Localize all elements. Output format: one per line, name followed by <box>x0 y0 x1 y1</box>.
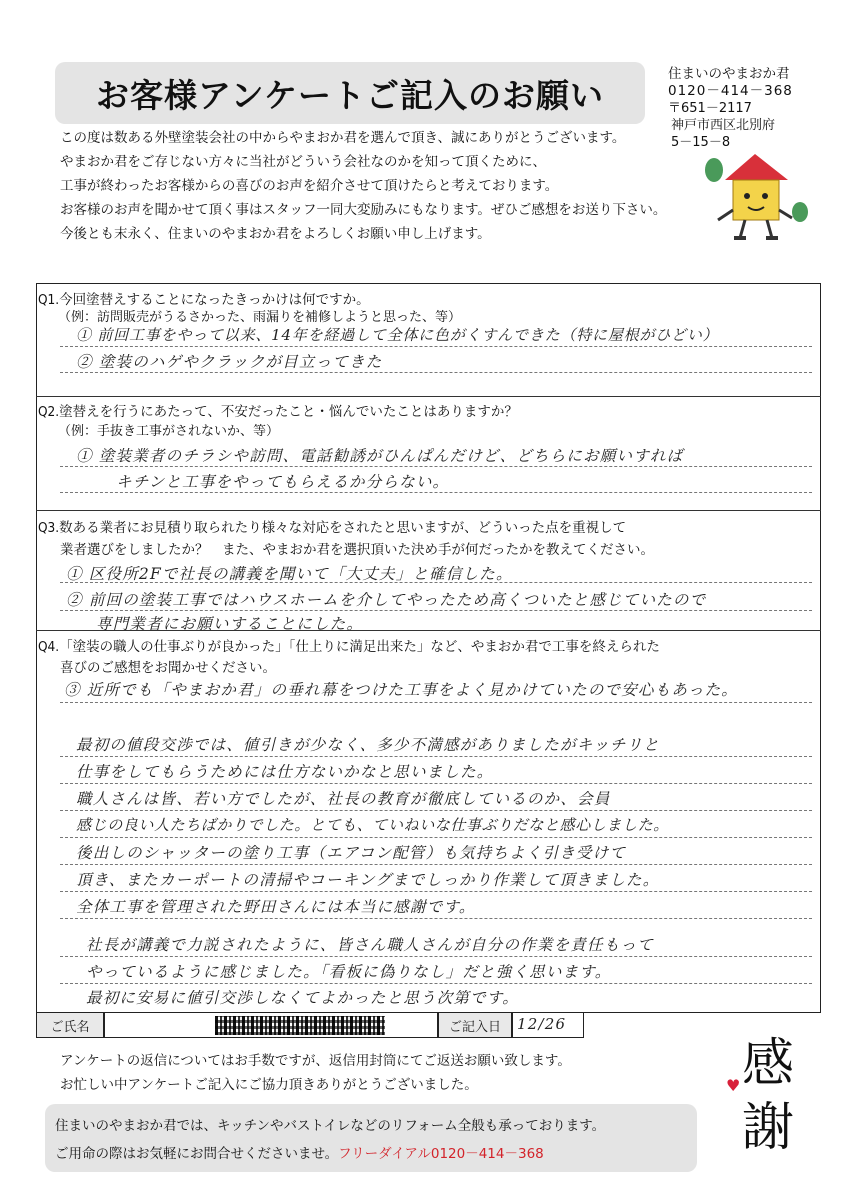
company-address-1: 神戸市西区北別府 <box>671 118 776 133</box>
q3-answer-3: 専門業者にお願いすることにした。 <box>96 615 364 633</box>
q4-question-2: 喜びのご感想をお聞かせください。 <box>60 660 276 676</box>
q4-answer-3: 仕事をしてもらうためには仕方ないかなと思いました。 <box>76 763 494 781</box>
signature-bar <box>36 1012 819 1038</box>
company-tel: 0120－414－368 <box>668 83 793 99</box>
q4-answer-7: 頂き、またカーポートの清掃やコーキングまでしっかり作業して頂きました。 <box>76 871 660 889</box>
date-value: 12/26 <box>517 1015 567 1033</box>
date-label: ご記入日 <box>438 1012 512 1038</box>
q2-answer-1: ① 塗装業者のチラシや訪問、電話勧誘がひんぱんだけど、どちらにお願いすれば <box>76 447 684 465</box>
kansha-text: 感謝 <box>741 1034 794 1158</box>
q1-question: Q1.今回塗替えすることになったきっかけは何ですか。 <box>38 292 370 308</box>
company-address-2: 5－15－8 <box>671 135 731 150</box>
name-field <box>104 1012 438 1038</box>
intro-line: この度は数ある外壁塗装会社の中からやまおか君を選んで頂き、誠にありがとうございます。 <box>60 130 626 146</box>
company-postal: 〒651－2117 <box>668 101 752 116</box>
q4-answer-11: 最初に安易に値引交渉しなくてよかったと思う次第です。 <box>86 989 519 1007</box>
q4-answer-6: 後出しのシャッターの塗り工事（エアコン配管）も気持ちよく引き受けて <box>76 844 627 862</box>
intro-line: 今後とも末永く、住まいのやまおか君をよろしくお願い申し上げます。 <box>60 226 491 242</box>
q2-example: （例：手抜き工事がされないか、等） <box>58 424 280 439</box>
q2-question: Q2.塗替えを行うにあたって、不安だったこと・悩んでいたことはありますか？ <box>38 404 518 420</box>
q2-answer-2: キチンと工事をやってもらえるか分らない。 <box>116 473 450 491</box>
q4-question: Q4.「塗装の職人の仕事ぶりが良かった」「仕上りに満足出来た」など、やまおか君で工事を終えられた <box>38 639 660 655</box>
name-label: ご氏名 <box>36 1012 104 1038</box>
q4-answer-2: 最初の値段交渉では、値引きが少なく、多少不満感がありましたがキッチリと <box>76 736 660 754</box>
q1-example: （例：訪問販売がうるさかった、雨漏りを補修しようと思った、等） <box>58 310 462 325</box>
heart-icon: ♥ <box>726 1076 741 1095</box>
intro-text <box>60 126 666 246</box>
intro-line: やまおか君をご存じない方々に当社がどういう会社なのかを知って頂くために、 <box>60 154 546 170</box>
kansha-stamp <box>718 1032 818 1172</box>
q4-answer-1: ③ 近所でも「やまおか君」の垂れ幕をつけた工事をよく見かけていたので安心もあった。 <box>64 681 738 699</box>
info-line-2: ご用命の際はお気軽にお問合せくださいませ。フリーダイアル0120－414－368 <box>55 1146 544 1162</box>
company-info <box>668 66 793 151</box>
intro-line: 工事が終わったお客様からの喜びのお声を紹介させて頂けたらと考えております。 <box>60 178 559 194</box>
date-field <box>512 1012 584 1038</box>
q4-answer-8: 全体工事を管理された野田さんには本当に感謝です。 <box>76 898 476 916</box>
info-line-1: 住まいのやまおか君では、キッチンやバストイレなどのリフォーム全般も承っております。 <box>55 1118 606 1134</box>
footer-line-2: お忙しい中アンケートご記入にご協力頂きありがとうございました。 <box>60 1077 478 1093</box>
q3-answer-1: ① 区役所2Fで社長の講義を聞いて「大丈夫」と確信した。 <box>66 565 513 583</box>
footer-line-1: アンケートの返信についてはお手数ですが、返信用封筒にてご返送お願い致します。 <box>60 1053 571 1069</box>
company-name: 住まいのやまおか君 <box>668 66 790 82</box>
page-title: お客様アンケートご記入のお願い <box>55 62 645 124</box>
q3-question: Q3.数ある業者にお見積り取られたり様々な対応をされたと思いますが、どういった点を重視して <box>38 520 627 536</box>
q1-answer-2: ② 塗装のハゲやクラックが目立ってきた <box>76 353 383 371</box>
house-mascot-icon <box>700 150 810 245</box>
q1-answer-1: ① 前回工事をやって以来、14年を経過して全体に色がくすんできた（特に屋根がひどい） <box>76 326 719 344</box>
redacted-name <box>215 1016 385 1035</box>
q3-question-2: 業者選びをしましたか？ また、やまおか君を選択頂いた決め手が何だったかを教えてください。 <box>60 542 654 558</box>
intro-line: お客様のお声を聞かせて頂く事はスタッフ一同大変励みにもなります。ぜひご感想をお送り下さい。 <box>60 202 667 218</box>
q4-answer-9: 社長が講義で力説されたように、皆さん職人さんが自分の作業を責任もって <box>86 936 654 954</box>
q3-answer-2: ② 前回の塗装工事ではハウスホームを介してやったため高くついたと感じていたので <box>66 591 707 609</box>
info-box <box>45 1104 697 1172</box>
q4-answer-10: やっているように感じました。「看板に偽りなし」だと強く思います。 <box>86 963 612 981</box>
free-dial-number: フリーダイアル0120－414－368 <box>338 1146 544 1162</box>
q4-answer-4: 職人さんは皆、若い方でしたが、社長の教育が徹底しているのか、会員 <box>76 790 611 808</box>
q4-answer-5: 感じの良い人たちばかりでした。とても、ていねいな仕事ぶりだなと感心しました。 <box>76 816 669 834</box>
